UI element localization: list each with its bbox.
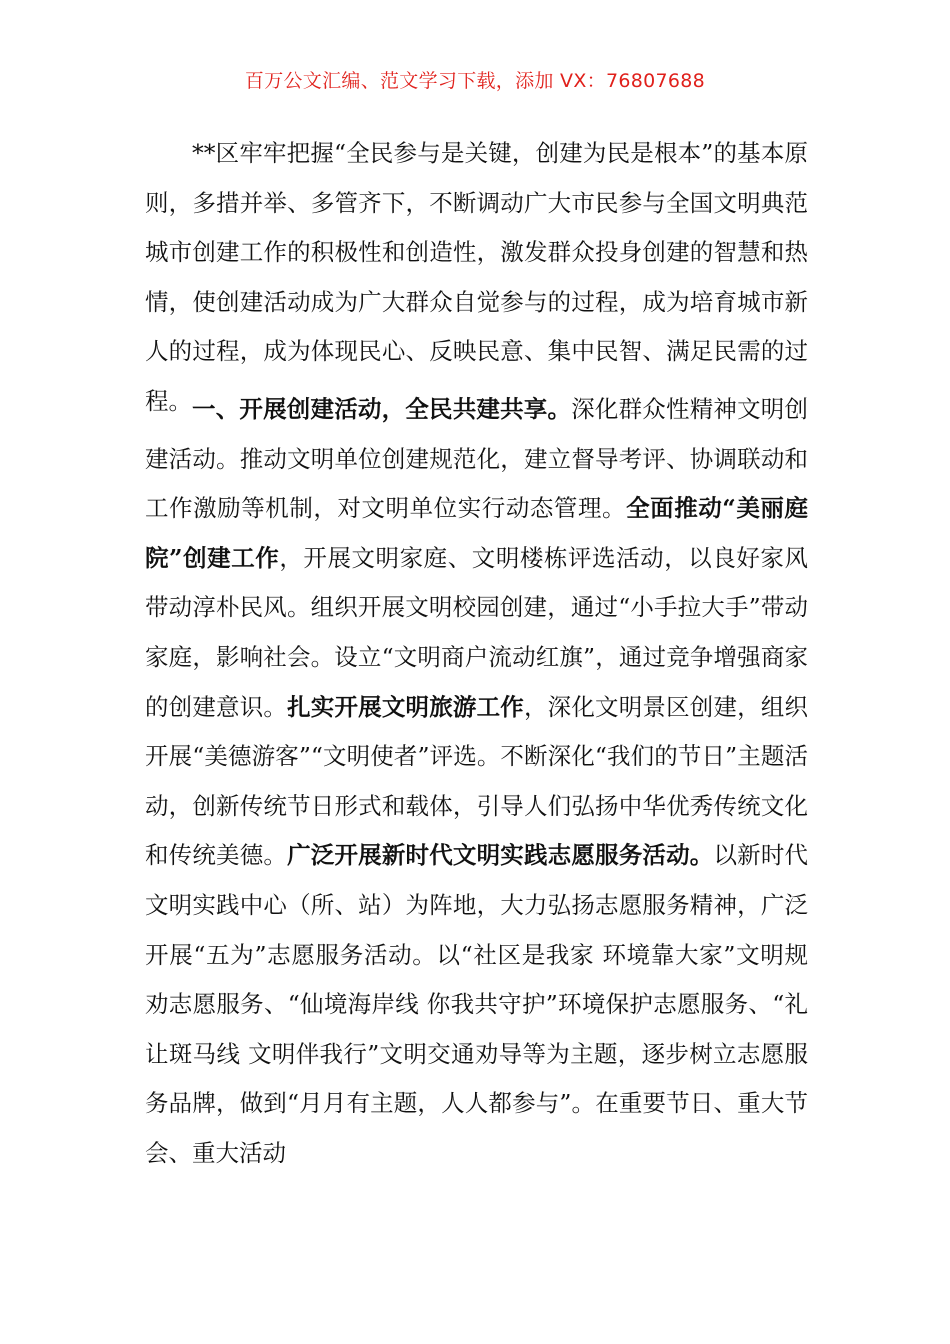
paragraph-intro [145,129,808,427]
header-watermark: 百万公文汇编、范文学习下载，添加 VX：76807688 [244,70,706,92]
section-text-3: ，深化文明景区创建，组织开展“美德游客”“文明使者”评选。不断深化“我们的节日”主题活动，创新传统节日形式和载体，引导人们弘扬中华优秀传统文化和传统美德。 [145,692,809,870]
section-heading: 一、开展创建活动，全民共建共享。 [192,395,572,423]
section-text-4: 以新时代文明实践中心（所、站）为阵地，大力弘扬志愿服务精神，广泛开展“五为”志愿服务活动。以“社区是我家 环境靠大家”文明规劝志愿服务、“仙境海岸线 你我共守护”环境保护志愿服务、“礼让斑马线 文明伴我行”文明交通劝导等为主题，逐步树立志愿服务品牌，做到“月月有主题，人人都参与”。在重要节日、重大节会、重大活动 [145,841,809,1167]
bold-phrase-tourism: 扎实开展文明旅游工作 [287,692,524,721]
bold-phrase-courtyard: 全面推动“美丽庭院”创建工作 [145,494,808,572]
paragraph-section-one [145,385,808,1179]
paragraph-intro-text: **区牢牢把握“全民参与是关键，创建为民是根本”的基本原则，多措并举、多管齐下，不断调动广大市民参与全国文明典范城市创建工作的积极性和创造性，激发群众投身创建的智慧和热情，使创建活动成为广大群众自觉参与的过程，成为培育城市新人的过程，成为体现民心、反映民意、集中民智、满足民需的过程。 [145,139,808,415]
bold-phrase-volunteer: 广泛开展新时代文明实践志愿服务活动。 [287,841,714,870]
section-text-2: ，开展文明家庭、文明楼栋评选活动，以良好家风带动淳朴民风。组织开展文明校园创建，通过“小手拉大手”带动家庭，影响社会。设立“文明商户流动红旗”，通过竞争增强商家的创建意识。 [145,543,808,721]
section-text-1: 深化群众性精神文明创建活动。推动文明单位创建规范化，建立督导考评、协调联动和工作激励等机制，对文明单位实行动态管理。 [145,395,809,523]
paragraph-section-one-text [145,385,808,1179]
